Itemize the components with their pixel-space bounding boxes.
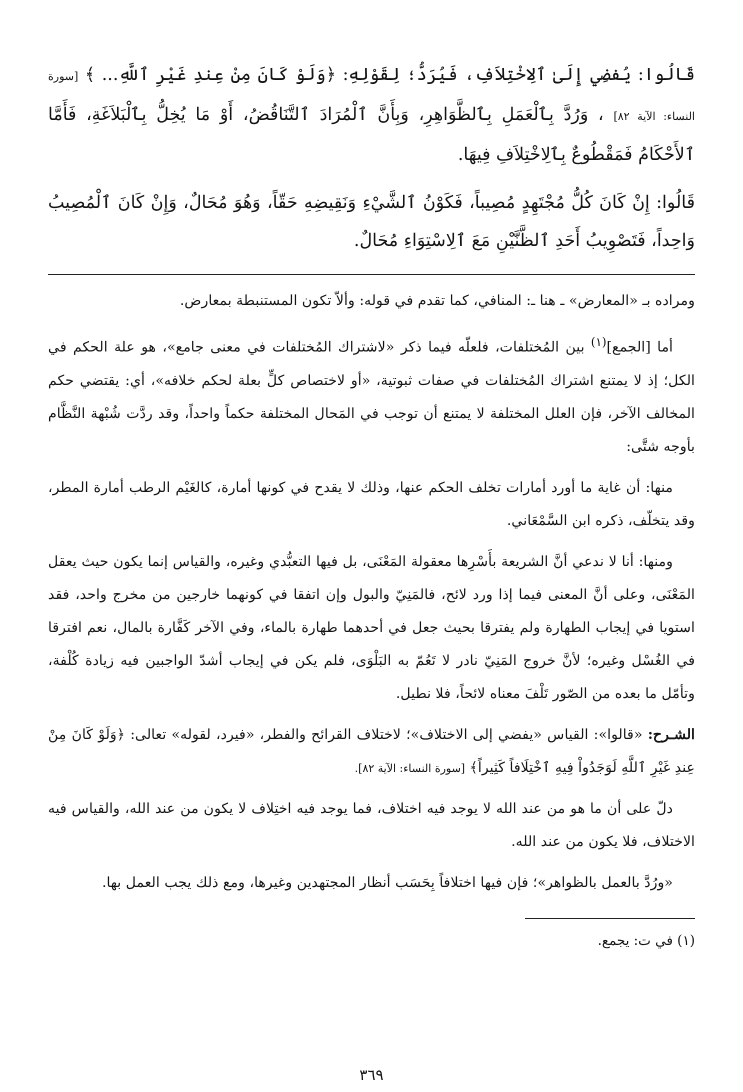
matn-paragraph: قَالُوا: إِنْ كَانَ كُلُّ مُجْتَهِدٍ مُصِيباً، فَكَوْنُ ٱلشَّيْءِ وَنَقِيضِهِ حَقّاً، وَهُوَ مُحَالٌ، وَإِنْ كَانَ ٱلْمُصِيبُ وَاحِداً، فَتَصْوِيبُ أَحَدِ ٱلظَّنَّيْنِ مَعَ ٱلِاسْتِوَاءِ مُحَالٌ.	[48, 193, 695, 251]
sharh-label: الشـرح:	[647, 726, 695, 743]
commentary-paragraph: منها: أن غاية ما أورد أمارات تخلف الحكم عنها، وذلك لا يقدح في كونها أمارة، كالغَيْم الرطب أمارة المطر، وقد يتخلّف، ذكره ابن السَّمْعَاني.	[48, 479, 695, 529]
sharh-paragraph: «ورُدَّ بالعمل بالظواهر»؛ فإن فيها اختلافاً بِحَسَب أنظار المجتهدين وغيرها، ومع ذلك يجب العمل بها.	[101, 874, 673, 891]
commentary-paragraph: ومراده بـ «المعارض» ـ هنا ـ: المنافي، كما تقدم في قوله: وألاّ تكون المستنبطة بمعارض.	[179, 293, 695, 309]
commentary-paragraph	[48, 326, 695, 464]
footnote-marker: (١)	[590, 335, 607, 349]
matn-line: قَالُوا: يُفضِي إِلَىٰ ٱلِاخْتِلاَفِ، فَيُرَدُّ؛ لِقَوْلِهِ: ﴿وَلَوْ كَانَ مِنْ عِندِ غَيْرِ ٱللَّهِ... ﴾	[84, 65, 695, 85]
commentary-fragment: بين المُختلفات، فلعلّه فيما ذكر «لاشتراك المُختلفات في معنى جامع»، هو علة الحكم في الكل؛ إذ لا يمتنع اشتراك المُختلفات في صفات ثبوتية، «أو لاختصاص كلٍّ بعلة لحكم خلافه»، أي: يقتضي حكم المخالف الآخر، فإن العلل المختلفة لا يمتنع أن توجب في المَحال المختلفة حكماً واحداً، وقد ردَّت شُبْهة النَّظَّام بأوجه شتَّى:	[48, 339, 695, 455]
sharh-paragraph	[48, 719, 695, 785]
footnote-rule	[525, 918, 695, 919]
footnote: (١) في ت: يجمع.	[597, 932, 695, 949]
commentary-paragraph: ومنها: أنا لا ندعي أنَّ الشريعة بأَسْرِها معقولة المَعْنَى، بل فيها التعبُّدي وغيره، والقياس إنما يكون حيث يعقل المَعْنَى، وعلى أنَّ المعنى فيما إذا ورد لائح، فالمَنِيّ والبول وإن اتفقا في كونهما خارجين من مخرج واحد، فقد استويا في إيجاب الطهارة ولم يفترقا بحيث جعل في أحدهما طهارة بالماء، وفي الآخر كَفَّارة بالمال، نعم افترقا في الغُسْل وغيره؛ لأنَّ خروج المَنِيّ نادر لا تَعُمّ به البَلْوَى، فلم يكن في إيجاب أشدّ الواجبين فيه زيادة كُلْفة، وتأمّل ما بعده من الصّور تَلْفَ معناه لائحاً، فلا نطيل.	[48, 553, 695, 702]
commentary-fragment: أما [الجمع]	[606, 339, 674, 356]
page-number: ٣٦٩	[359, 1066, 384, 1084]
sharh-paragraph: دلّ على أن ما هو من عند الله لا يوجد فيه اختلاف، فما يوجد فيه اختِلاف لا يكون من عند الله، والقياس فيه الاختلاف، فلا يكون من عند الله.	[48, 800, 695, 850]
book-page	[48, 56, 695, 1052]
surah-reference: [سورة النساء: الآية ٨٢].	[354, 761, 466, 775]
matn-text	[48, 56, 695, 260]
commentary-text	[48, 285, 695, 900]
sharh-text: «قالوا»: القياس «يفضي إلى الاختلاف»؛ لاختلاف القرائح والفطر، «فيرد، لقوله» تعالى: ﴿وَلَوْ كَانَ مِنْ عِندِ غَيْرِ ٱللَّهِ لَوَجَدُواْ فِيهِ ٱخْتِلَافاً كَثِيراً﴾	[48, 726, 695, 776]
surah-reference: [سورة النساء: الآية ٨٢]	[48, 70, 695, 123]
matn-paragraph	[48, 56, 695, 174]
matn-line: ، وَرُدَّ بِٱلْعَمَلِ بِٱلظَّوَاهِرِ، وَبِأَنَّ ٱلْمُرَادَ ٱلتَّنَاقُضُ، أَوْ مَا يُخِلُّ بِٱلْبَلاَغَةِ، فَأَمَّا ٱلأَحْكَامُ فَمَقْطُوعٌ بِٱلِاخْتِلاَفِ فِيهَا.	[48, 105, 695, 165]
section-divider	[48, 274, 695, 275]
